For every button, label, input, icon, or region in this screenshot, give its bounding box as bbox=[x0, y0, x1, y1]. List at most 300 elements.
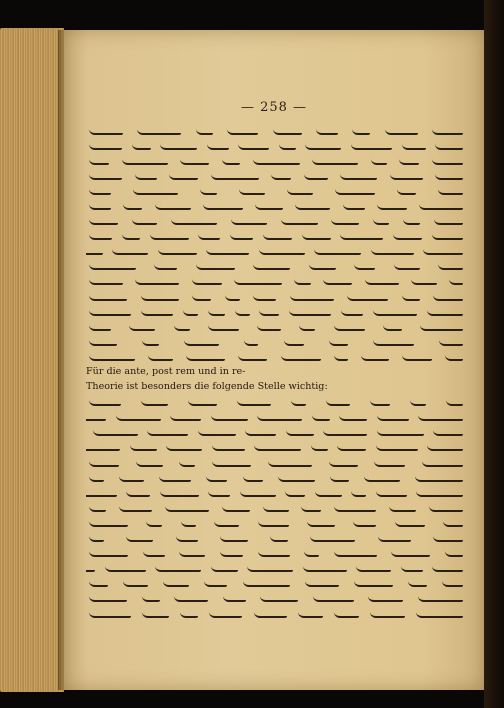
syriac-word bbox=[150, 231, 189, 240]
syriac-word bbox=[257, 322, 281, 331]
syriac-word bbox=[377, 412, 409, 421]
syriac-word bbox=[289, 307, 331, 316]
syriac-word bbox=[445, 548, 463, 557]
syriac-word bbox=[281, 216, 318, 225]
syriac-word bbox=[208, 322, 239, 331]
syriac-word bbox=[211, 563, 238, 572]
syriac-word bbox=[89, 593, 127, 602]
syriac-word bbox=[334, 352, 348, 361]
syriac-word bbox=[435, 171, 463, 180]
syriac-word bbox=[160, 488, 199, 497]
syriac-word bbox=[234, 276, 282, 285]
syriac-word bbox=[238, 352, 267, 361]
syriac-word bbox=[373, 337, 414, 346]
syriac-word bbox=[141, 397, 168, 406]
syriac-word bbox=[339, 412, 367, 421]
syriac-word bbox=[423, 246, 463, 255]
syriac-word bbox=[86, 488, 117, 497]
syriac-word bbox=[235, 307, 250, 316]
syriac-word bbox=[155, 563, 201, 572]
syriac-word bbox=[351, 141, 392, 150]
syriac-word bbox=[323, 276, 352, 285]
syriac-word bbox=[132, 216, 157, 225]
syriac-word bbox=[373, 216, 389, 225]
syriac-word bbox=[180, 609, 198, 618]
syriac-word bbox=[254, 442, 301, 451]
syriac-word bbox=[214, 518, 239, 527]
syriac-word bbox=[89, 231, 112, 240]
text-line-syriac bbox=[86, 213, 466, 228]
text-line-syriac bbox=[86, 333, 466, 348]
syriac-word bbox=[89, 307, 131, 316]
syriac-word bbox=[419, 201, 463, 210]
text-line-syriac bbox=[86, 152, 466, 167]
syriac-word bbox=[353, 518, 376, 527]
syriac-word bbox=[374, 458, 405, 467]
syriac-word bbox=[258, 518, 289, 527]
syriac-word bbox=[223, 593, 246, 602]
syriac-word bbox=[126, 488, 150, 497]
syriac-word bbox=[432, 156, 463, 165]
syriac-word bbox=[183, 307, 198, 316]
text-line-syriac bbox=[86, 273, 466, 288]
syriac-word bbox=[420, 322, 463, 331]
syriac-word bbox=[222, 503, 250, 512]
syriac-word bbox=[354, 578, 393, 587]
syriac-word bbox=[184, 337, 219, 346]
syriac-word bbox=[212, 442, 245, 451]
text-line-syriac bbox=[86, 469, 466, 484]
syriac-word bbox=[211, 171, 259, 180]
syriac-word bbox=[370, 397, 390, 406]
syriac-word bbox=[446, 397, 463, 406]
syriac-word bbox=[146, 518, 162, 527]
syriac-word bbox=[89, 503, 106, 512]
syriac-word bbox=[376, 442, 418, 451]
syriac-word bbox=[416, 609, 463, 618]
syriac-word bbox=[312, 412, 330, 421]
syriac-word bbox=[105, 563, 146, 572]
syriac-word bbox=[89, 201, 111, 210]
syriac-word bbox=[418, 593, 463, 602]
syriac-word bbox=[225, 292, 240, 301]
syriac-word bbox=[337, 442, 366, 451]
syriac-word bbox=[135, 276, 179, 285]
syriac-word bbox=[258, 548, 290, 557]
syriac-word bbox=[86, 442, 120, 451]
syriac-word bbox=[334, 322, 365, 331]
syriac-word bbox=[143, 548, 165, 557]
text-line-syriac bbox=[86, 409, 466, 424]
syriac-word bbox=[200, 186, 217, 195]
syriac-word bbox=[343, 201, 365, 210]
syriac-word bbox=[137, 126, 181, 135]
syriac-word bbox=[377, 427, 424, 436]
syriac-word bbox=[86, 412, 106, 421]
text-line-syriac bbox=[86, 545, 466, 560]
syriac-word bbox=[198, 427, 236, 436]
syriac-word bbox=[377, 201, 407, 210]
syriac-word bbox=[433, 533, 463, 542]
syriac-word bbox=[192, 276, 222, 285]
syriac-word bbox=[378, 533, 411, 542]
syriac-word bbox=[204, 578, 227, 587]
syriac-word bbox=[402, 292, 420, 301]
syriac-word bbox=[239, 186, 265, 195]
syriac-word bbox=[212, 458, 251, 467]
syriac-word bbox=[301, 503, 321, 512]
syriac-word bbox=[89, 322, 111, 331]
syriac-word bbox=[243, 473, 263, 482]
syriac-word bbox=[89, 261, 136, 270]
syriac-word bbox=[220, 533, 248, 542]
syriac-word bbox=[368, 593, 403, 602]
syriac-word bbox=[341, 307, 363, 316]
syriac-word bbox=[142, 337, 159, 346]
syriac-word bbox=[311, 442, 328, 451]
text-line-syriac bbox=[86, 182, 466, 197]
syriac-word bbox=[432, 231, 463, 240]
syriac-word bbox=[155, 201, 191, 210]
syriac-word bbox=[165, 503, 209, 512]
syriac-word bbox=[434, 216, 463, 225]
syriac-word bbox=[305, 578, 339, 587]
syriac-word bbox=[206, 246, 249, 255]
syriac-word bbox=[323, 427, 367, 436]
syriac-word bbox=[192, 292, 211, 301]
syriac-word bbox=[112, 246, 148, 255]
syriac-word bbox=[310, 533, 355, 542]
syriac-word bbox=[347, 292, 388, 301]
syriac-word bbox=[133, 186, 178, 195]
text-line-syriac bbox=[86, 258, 466, 273]
syriac-word bbox=[305, 141, 341, 150]
syriac-word bbox=[278, 473, 315, 482]
syriac-word bbox=[89, 578, 108, 587]
syriac-word bbox=[443, 518, 463, 527]
syriac-word bbox=[255, 201, 283, 210]
syriac-word bbox=[211, 412, 248, 421]
syriac-word bbox=[135, 171, 157, 180]
syriac-word bbox=[208, 307, 225, 316]
syriac-word bbox=[89, 126, 123, 135]
syriac-word bbox=[260, 593, 298, 602]
syriac-word bbox=[356, 563, 391, 572]
syriac-word bbox=[445, 352, 463, 361]
syriac-word bbox=[123, 578, 148, 587]
syriac-word bbox=[89, 533, 104, 542]
syriac-word bbox=[432, 563, 463, 572]
syriac-word bbox=[449, 276, 463, 285]
syriac-word bbox=[365, 276, 399, 285]
syriac-word bbox=[299, 322, 315, 331]
text-line-syriac bbox=[86, 514, 466, 529]
syriac-word bbox=[330, 473, 349, 482]
syriac-word bbox=[307, 518, 335, 527]
syriac-word bbox=[116, 412, 161, 421]
syriac-word bbox=[361, 352, 389, 361]
syriac-word bbox=[209, 609, 242, 618]
text-line-syriac bbox=[86, 303, 466, 318]
syriac-word bbox=[89, 473, 104, 482]
syriac-word bbox=[247, 563, 293, 572]
text-line-syriac bbox=[86, 575, 466, 590]
latin-text: Für die ante, post rem und in re- bbox=[86, 365, 246, 377]
syriac-word bbox=[390, 171, 423, 180]
syriac-word bbox=[89, 156, 109, 165]
syriac-word bbox=[89, 548, 128, 557]
syriac-word bbox=[196, 261, 235, 270]
syriac-word bbox=[415, 473, 463, 482]
syriac-word bbox=[302, 231, 331, 240]
syriac-word bbox=[427, 307, 463, 316]
syriac-word bbox=[397, 186, 416, 195]
syriac-word bbox=[340, 171, 377, 180]
syriac-word bbox=[402, 141, 426, 150]
syriac-word bbox=[439, 337, 463, 346]
page-number: — 258 — bbox=[240, 100, 308, 115]
syriac-word bbox=[370, 609, 405, 618]
syriac-word bbox=[240, 488, 276, 497]
syriac-word bbox=[286, 427, 314, 436]
syriac-word bbox=[198, 231, 220, 240]
text-line-mixed bbox=[86, 379, 466, 394]
syriac-word bbox=[309, 261, 336, 270]
syriac-word bbox=[206, 473, 227, 482]
syriac-word bbox=[402, 352, 432, 361]
syriac-word bbox=[442, 578, 463, 587]
syriac-word bbox=[238, 141, 269, 150]
text-line-syriac bbox=[86, 605, 466, 620]
syriac-word bbox=[331, 216, 359, 225]
syriac-word bbox=[354, 261, 375, 270]
syriac-word bbox=[163, 578, 189, 587]
book-page-edges bbox=[0, 28, 64, 692]
syriac-word bbox=[329, 337, 348, 346]
syriac-word bbox=[315, 488, 342, 497]
syriac-word bbox=[222, 156, 240, 165]
syriac-word bbox=[253, 261, 290, 270]
syriac-word bbox=[429, 503, 463, 512]
syriac-word bbox=[294, 276, 311, 285]
syriac-word bbox=[395, 518, 425, 527]
syriac-word bbox=[179, 458, 195, 467]
text-line-syriac bbox=[86, 197, 466, 212]
syriac-word bbox=[119, 503, 152, 512]
syriac-word bbox=[371, 246, 414, 255]
syriac-word bbox=[268, 458, 312, 467]
syriac-word bbox=[391, 548, 430, 557]
syriac-word bbox=[158, 246, 197, 255]
syriac-word bbox=[220, 548, 243, 557]
syriac-word bbox=[181, 518, 196, 527]
text-line-syriac bbox=[86, 499, 466, 514]
text-line-syriac bbox=[86, 137, 466, 152]
syriac-word bbox=[86, 246, 103, 255]
text-line-syriac bbox=[86, 394, 466, 409]
syriac-word bbox=[270, 533, 288, 542]
syriac-word bbox=[438, 261, 463, 270]
syriac-word bbox=[170, 412, 201, 421]
syriac-word bbox=[393, 231, 422, 240]
syriac-word bbox=[89, 186, 111, 195]
syriac-word bbox=[159, 473, 191, 482]
syriac-word bbox=[433, 427, 463, 436]
syriac-word bbox=[285, 488, 305, 497]
syriac-word bbox=[119, 473, 144, 482]
latin-text: Theorie ist besonders die folgende Stelle wichtig: bbox=[86, 380, 328, 392]
syriac-word bbox=[123, 201, 142, 210]
syriac-word bbox=[89, 609, 131, 618]
syriac-word bbox=[188, 397, 217, 406]
syriac-word bbox=[326, 397, 350, 406]
syriac-word bbox=[89, 458, 119, 467]
syriac-word bbox=[179, 548, 205, 557]
syriac-word bbox=[313, 593, 354, 602]
syriac-word bbox=[89, 216, 118, 225]
text-line-syriac bbox=[86, 318, 466, 333]
syriac-word bbox=[303, 563, 347, 572]
syriac-word bbox=[312, 156, 358, 165]
syriac-word bbox=[334, 503, 376, 512]
syriac-word bbox=[340, 231, 383, 240]
syriac-word bbox=[385, 126, 418, 135]
syriac-word bbox=[176, 533, 198, 542]
syriac-word bbox=[438, 186, 463, 195]
syriac-word bbox=[89, 352, 135, 361]
syriac-word bbox=[86, 563, 95, 572]
syriac-word bbox=[334, 609, 359, 618]
syriac-word bbox=[284, 337, 304, 346]
syriac-word bbox=[432, 126, 463, 135]
syriac-word bbox=[147, 427, 188, 436]
syriac-word bbox=[418, 412, 463, 421]
syriac-word bbox=[253, 292, 276, 301]
syriac-word bbox=[196, 126, 213, 135]
syriac-word bbox=[304, 171, 328, 180]
syriac-word bbox=[376, 488, 407, 497]
text-line-syriac bbox=[86, 243, 466, 258]
syriac-word bbox=[142, 609, 169, 618]
syriac-word bbox=[231, 216, 267, 225]
text-line-syriac bbox=[86, 122, 466, 137]
text-line-syriac bbox=[86, 590, 466, 605]
text-line-mixed bbox=[86, 364, 466, 379]
syriac-word bbox=[142, 593, 160, 602]
syriac-word bbox=[89, 276, 123, 285]
syriac-word bbox=[259, 246, 305, 255]
syriac-word bbox=[271, 171, 291, 180]
syriac-word bbox=[329, 458, 358, 467]
text-line-syriac bbox=[86, 439, 466, 454]
syriac-word bbox=[291, 397, 306, 406]
syriac-word bbox=[394, 261, 420, 270]
syriac-word bbox=[389, 503, 416, 512]
book-cover-edge bbox=[484, 0, 504, 708]
syriac-word bbox=[253, 156, 300, 165]
syriac-word bbox=[334, 548, 377, 557]
syriac-word bbox=[287, 186, 313, 195]
syriac-word bbox=[186, 352, 225, 361]
syriac-word bbox=[180, 156, 209, 165]
syriac-word bbox=[130, 442, 157, 451]
syriac-word bbox=[273, 126, 302, 135]
text-line-syriac bbox=[86, 560, 466, 575]
syriac-word bbox=[89, 518, 128, 527]
syriac-word bbox=[208, 488, 230, 497]
syriac-word bbox=[129, 322, 155, 331]
syriac-word bbox=[166, 442, 202, 451]
syriac-word bbox=[154, 261, 177, 270]
syriac-word bbox=[227, 126, 258, 135]
syriac-word bbox=[433, 292, 463, 301]
syriac-word bbox=[89, 292, 127, 301]
text-line-syriac bbox=[86, 167, 466, 182]
syriac-word bbox=[174, 593, 208, 602]
syriac-word bbox=[316, 126, 338, 135]
syriac-word bbox=[371, 156, 387, 165]
syriac-word bbox=[351, 488, 366, 497]
text-line-syriac bbox=[86, 288, 466, 303]
text-line-syriac bbox=[86, 530, 466, 545]
text-line-syriac bbox=[86, 348, 466, 363]
syriac-word bbox=[279, 141, 296, 150]
syriac-word bbox=[401, 563, 423, 572]
syriac-word bbox=[89, 171, 122, 180]
syriac-word bbox=[244, 337, 258, 346]
syriac-word bbox=[89, 397, 121, 406]
syriac-word bbox=[295, 201, 330, 210]
text-line-syriac bbox=[86, 484, 466, 499]
syriac-word bbox=[141, 307, 173, 316]
syriac-word bbox=[263, 503, 289, 512]
syriac-word bbox=[257, 412, 302, 421]
syriac-word bbox=[207, 141, 229, 150]
syriac-word bbox=[89, 141, 122, 150]
syriac-word bbox=[383, 322, 402, 331]
syriac-word bbox=[335, 186, 375, 195]
syriac-word bbox=[237, 397, 271, 406]
syriac-word bbox=[435, 141, 463, 150]
syriac-word bbox=[263, 231, 292, 240]
syriac-word bbox=[364, 473, 400, 482]
syriac-word bbox=[141, 292, 179, 301]
text-line-syriac bbox=[86, 454, 466, 469]
syriac-word bbox=[93, 427, 138, 436]
syriac-word bbox=[290, 292, 334, 301]
syriac-word bbox=[122, 231, 140, 240]
syriac-word bbox=[136, 458, 163, 467]
syriac-word bbox=[408, 578, 427, 587]
syriac-word bbox=[298, 609, 323, 618]
syriac-word bbox=[411, 276, 437, 285]
syriac-word bbox=[148, 352, 173, 361]
text-line-syriac bbox=[86, 228, 466, 243]
syriac-word bbox=[126, 533, 153, 542]
book-page bbox=[64, 30, 484, 690]
syriac-word bbox=[132, 141, 151, 150]
syriac-word bbox=[281, 352, 321, 361]
syriac-word bbox=[427, 442, 463, 451]
syriac-word bbox=[410, 397, 426, 406]
syriac-word bbox=[230, 231, 253, 240]
syriac-word bbox=[254, 609, 287, 618]
syriac-word bbox=[314, 246, 361, 255]
syriac-word bbox=[259, 307, 279, 316]
syriac-word bbox=[416, 488, 463, 497]
syriac-word bbox=[245, 427, 276, 436]
syriac-word bbox=[160, 141, 197, 150]
